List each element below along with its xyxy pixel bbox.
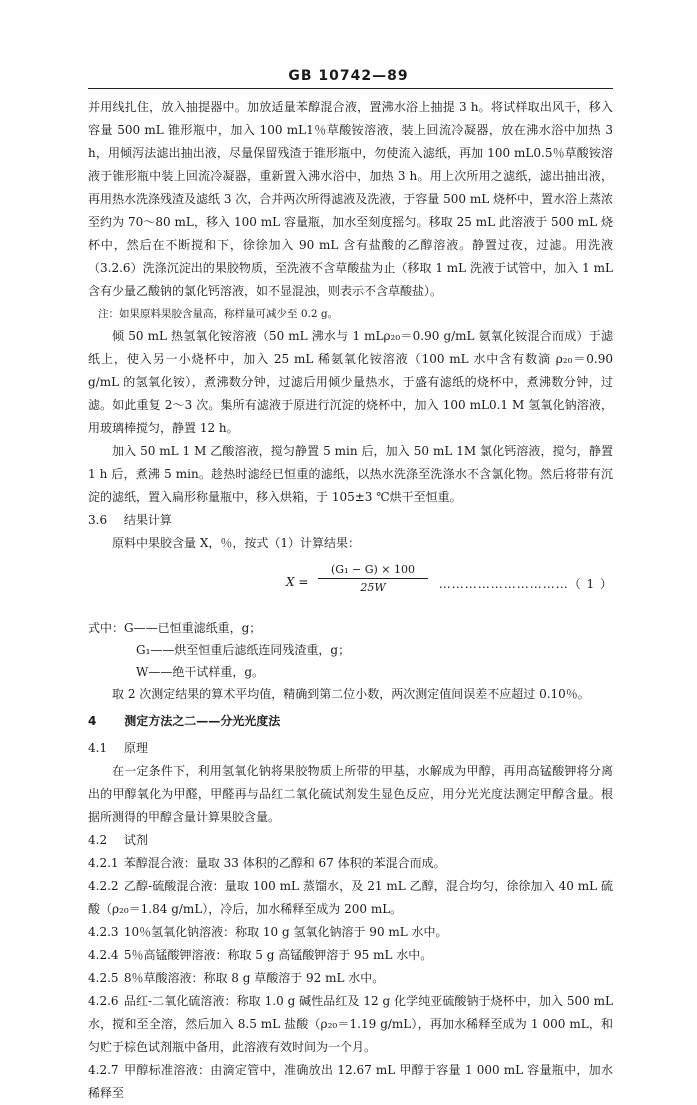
paragraph-precipitation: 加入 50 mL 1 M 乙酸溶液，搅匀静置 5 min 后，加入 50 mL 1M 氯化钙溶液，搅匀，静置 1 h 后，煮沸 5 min。趁热时滤经已恒重的滤纸，以热水洗涤至洗涤水不含氯化物。然后将带有沉淀的滤纸，置入扁形称量瓶中，移入烘箱，于 105±3 ℃烘干至恒重。 <box>88 444 613 504</box>
section-title: 测定方法之二——分光光度法 <box>124 714 281 728</box>
paragraph-precision: 取 2 次测定结果的算术平均值，精确到第二位小数，两次测定值间误差不应超过 0.10％。 <box>112 687 590 701</box>
item-number: 4.2.2 <box>88 879 119 893</box>
reagent-item <box>88 990 613 1059</box>
item-number: 4.2.4 <box>88 948 119 962</box>
formula-denominator: 25W <box>360 581 386 594</box>
section-4-1-heading <box>88 737 613 760</box>
item-number: 4.2.6 <box>88 994 119 1008</box>
section-number: 4.1 <box>88 741 108 755</box>
item-text: 5％高锰酸钾溶液：称取 5 g 高锰酸钾溶于 95 mL 水中。 <box>123 948 433 962</box>
item-number: 4.2.3 <box>88 925 119 939</box>
section-3-6-heading <box>88 509 613 532</box>
item-number: 4.2.7 <box>88 1063 119 1077</box>
section-number: 4 <box>88 714 97 728</box>
item-text: 10％氢氧化钠溶液：称取 10 g 氢氧化钠溶于 90 mL 水中。 <box>123 925 448 939</box>
paragraph-ammonium-wash: 倾 50 mL 热氢氧化铵溶液（50 mL 沸水与 1 mLρ₂₀＝0.90 g/mL 氨氧化铵混合而成）于滤纸上，使入另一小烧杯中，加入 25 mL 稀氨氧化铵溶液（100 mL 水中含有数滴 ρ₂₀＝0.90 g/mL 的氢氧化铵），煮沸数分钟，过滤后用倾少量热水，于盛有滤纸的烧杯中，煮沸数分钟，过滤。如此重复 2～3 次。集所有滤液于原进行沉淀的烧杯中，加入 100 mL0.1 M 氢氧化钠溶液，用玻璃棒搅匀，静置 12 h。 <box>88 329 613 435</box>
reagent-list <box>88 852 613 1105</box>
definition-w: W——绝干试样重，g。 <box>136 665 265 679</box>
item-text: 苯醇混合液：量取 33 体积的乙醇和 67 体积的苯混合而成。 <box>123 856 446 870</box>
reagent-item <box>88 1059 613 1105</box>
paragraph-principle: 在一定条件下，利用氢氧化钠将果胶物质上所带的甲基，水解成为甲醇，再用高锰酸钾将分离出的甲醇氧化为甲醛，甲醛再与品红二氧化硫试剂发生显色反应，用分光光度法测定甲醇含量。根据所测得的甲醇含量计算果胶含量。 <box>88 764 613 824</box>
paragraph-formula-intro: 原料中果胶含量 X，％，按式（1）计算结果： <box>112 536 360 550</box>
reagent-item <box>88 875 613 921</box>
reagent-item <box>88 944 613 967</box>
formula-1 <box>88 561 613 615</box>
section-title: 试剂 <box>123 833 148 847</box>
note-sample-weight: 注：如果原料果胶含量高，称样量可减少至 0.2 g。 <box>98 308 339 320</box>
formula-numerator: (G₁ − G) × 100 <box>318 563 428 579</box>
section-title: 结果计算 <box>123 513 172 527</box>
section-title: 原理 <box>123 741 148 755</box>
item-number: 4.2.1 <box>88 856 119 870</box>
standard-code-header: GB 10742—89 <box>288 68 409 84</box>
item-text: 品红-二氧化硫溶液：称取 1.0 g 碱性品红及 12 g 化学纯亚硫酸钠于烧杯中，加入 500 mL 水，搅和至全溶，然后加入 8.5 mL 盐酸（ρ₂₀＝1.19 g/mL），再加水稀释至成为 1 000 mL，和匀贮于棕色试剂瓶中备用，此溶液有效时间为一个月。 <box>88 994 613 1054</box>
section-4-heading <box>88 710 613 733</box>
formula-tag: …………………………（ 1 ） <box>438 577 613 591</box>
section-number: 3.6 <box>88 513 108 527</box>
formula-lhs: X = <box>286 575 309 589</box>
section-number: 4.2 <box>88 833 108 847</box>
paragraph-extraction: 并用线扎住，放入抽提器中。加放适量苯醇混合液，置沸水浴上抽提 3 h。将试样取出风干，移入容量 500 mL 锥形瓶中，加入 100 mL1％草酸铵溶液，装上回流冷凝器，放在沸水浴中加热 3 h，用倾泻法滤出抽出液，尽量保留残渣于锥形瓶中，勿使流入滤纸，再加 100 mL0.5％草酸铵溶液于锥形瓶中装上回流冷凝器，重新置入沸水浴中，加热 3 h。用上次所用之滤纸，滤出抽出液，再用热水洗涤残渣及滤纸 3 次，合并两次所得滤液及洗液，于容量 500 mL 烧杯中，置水浴上蒸浓至约为 70～80 mL，移入 100 mL 容量瓶，加水至刻度摇匀。移取 25 mL 此溶液于 500 mL 烧杯中，然后在不断搅和下，徐徐加入 90 mL 含有盐酸的乙醇溶液。静置过夜，过滤。用洗液（3.2.6）洗涤沉淀出的果胶物质，至洗液不含草酸盐为止（移取 1 mL 洗液于试管中，加入 1 mL 含有少量乙酸钠的氯化钙溶液，如不显混浊，则表示不含草酸盐）。 <box>88 100 613 298</box>
reagent-item <box>88 852 613 875</box>
section-4-2-heading <box>88 829 613 852</box>
item-text: 乙醇-硫酸混合液：量取 100 mL 蒸馏水，及 21 mL 乙醇，混合均匀，徐徐加入 40 mL 硫酸（ρ₂₀＝1.84 g/mL），冷后，加水稀释至成为 200 mL。 <box>88 879 613 916</box>
reagent-item <box>88 921 613 944</box>
formula-fraction <box>318 563 428 594</box>
reagent-item <box>88 967 613 990</box>
item-text: 8％草酸溶液：称取 8 g 草酸溶于 92 mL 水中。 <box>123 971 385 985</box>
definition-g: 式中：G——已恒重滤纸重，g； <box>88 621 262 635</box>
header-rule <box>88 88 613 89</box>
definition-g1: G₁——烘至恒重后滤纸连同残渣重，g； <box>136 643 351 657</box>
document-body <box>88 96 613 1105</box>
item-number: 4.2.5 <box>88 971 119 985</box>
item-text: 甲醇标准溶液：由滴定管中，准确放出 12.67 mL 甲醇于容量 1 000 mL 容量瓶中，加水稀释至 <box>88 1063 613 1100</box>
